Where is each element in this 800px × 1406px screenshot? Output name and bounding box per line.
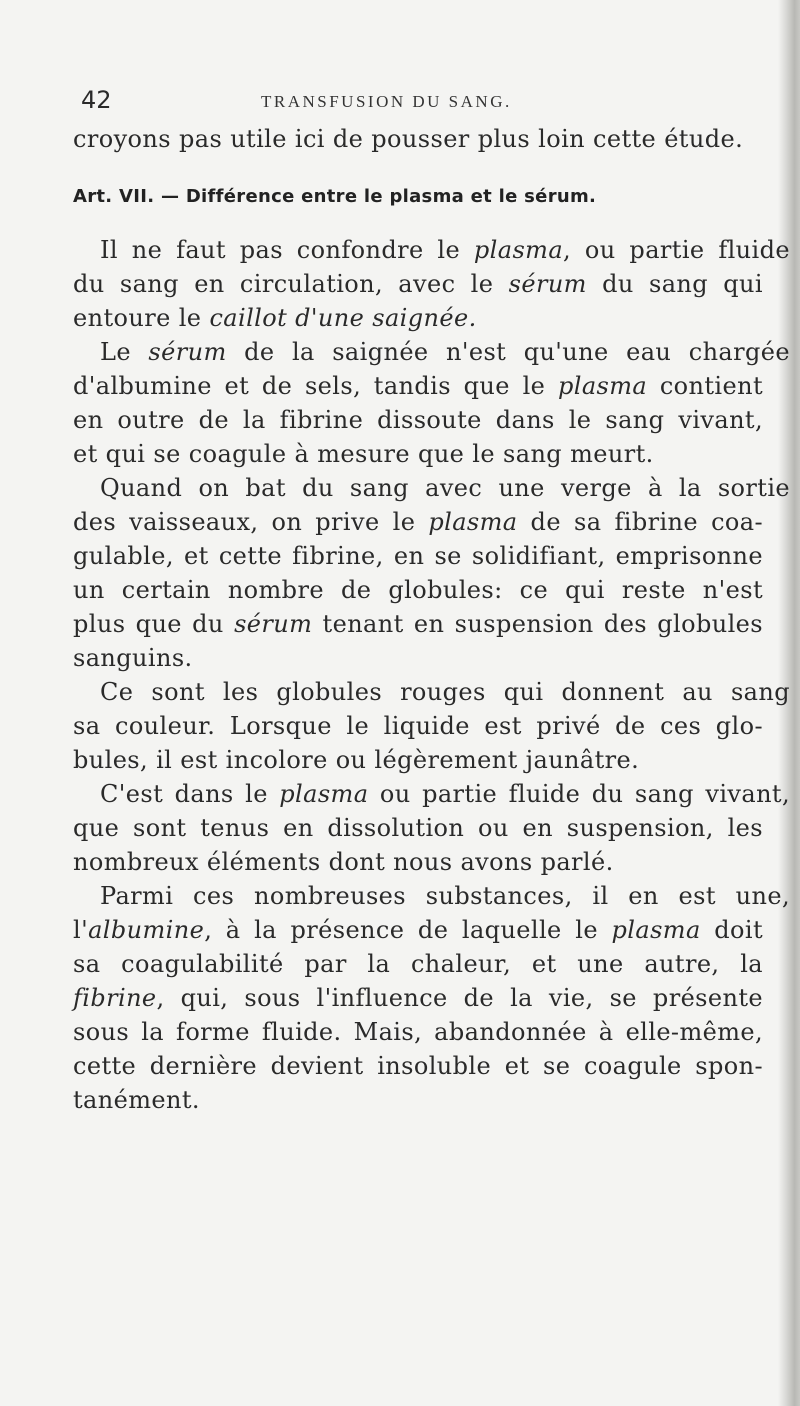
italic-term: caillot d'une saignée. (209, 304, 477, 332)
text-line (73, 947, 763, 981)
line-content: plus que du sérum tenant en suspension des globules (73, 610, 763, 638)
line-content: d'albumine et de sels, tandis que le plasma contient (73, 372, 763, 400)
italic-term: plasma (473, 236, 564, 264)
text-line (73, 811, 763, 845)
text-line (73, 471, 790, 505)
text-line (73, 607, 763, 641)
line-content: en outre de la fibrine dissoute dans le sang vivant, (73, 406, 763, 434)
line-content: sa couleur. Lorsque le liquide est privé de ces glo- (73, 712, 763, 740)
text-line (73, 233, 790, 267)
italic-term: sérum (508, 270, 587, 298)
italic-term: plasma (428, 508, 518, 536)
paragraph (73, 879, 790, 1117)
text-line (73, 573, 763, 607)
text-line (73, 777, 790, 811)
italic-term: fibrine (73, 984, 157, 1012)
paragraph (73, 777, 791, 879)
italic-term: sérum (148, 338, 227, 366)
text-line (73, 641, 763, 675)
line-content: Le sérum de la saignée n'est qu'une eau chargée (100, 338, 790, 366)
line-content: Il ne faut pas confondre le plasma, ou partie fluide (100, 236, 790, 264)
line-content: des vaisseaux, on prive le plasma de sa fibrine coa- (73, 508, 763, 536)
line-content: et qui se coagule à mesure que le sang meurt. (73, 440, 654, 468)
text-line (73, 743, 763, 777)
italic-term: albumine (88, 916, 205, 944)
line-content: sous la forme fluide. Mais, abandonnée à elle-même, (73, 1018, 763, 1046)
text-line (73, 1049, 763, 1083)
italic-term: sérum (234, 610, 313, 638)
text-line (73, 879, 790, 913)
line-content: l'albumine, à la présence de laquelle le plasma doit (73, 916, 763, 944)
text-line (73, 845, 763, 879)
italic-term: plasma (279, 780, 369, 808)
page-number: 42 (81, 86, 112, 114)
text-line (73, 437, 763, 471)
italic-term: plasma (557, 372, 648, 400)
text-line (73, 539, 763, 573)
line-content: gulable, et cette fibrine, en se solidifiant, emprisonne (73, 542, 763, 570)
text-line (73, 403, 763, 437)
line-content: C'est dans le plasma ou partie fluide du sang vivant, (100, 780, 791, 808)
text-line (73, 675, 790, 709)
text-line (73, 709, 763, 743)
line-content: tanément. (73, 1086, 200, 1114)
line-content: Parmi ces nombreuses substances, il en est une, (100, 882, 790, 910)
line-content: bules, il est incolore ou légèrement jaunâtre. (73, 746, 640, 774)
paragraph (73, 233, 790, 335)
text-line (73, 913, 763, 947)
line-content: du sang en circulation, avec le sérum du sang qui (73, 270, 763, 298)
paragraph (73, 335, 790, 471)
carryover-line: croyons pas utile ici de pousser plus loin cette étude. (73, 125, 744, 153)
line-content: sanguins. (73, 644, 193, 672)
running-head (73, 84, 763, 122)
line-content: Ce sont les globules rouges qui donnent au sang (100, 678, 790, 706)
running-title: TRANSFUSION DU SANG. (261, 92, 512, 111)
text-line (73, 505, 763, 539)
line-content: fibrine, qui, sous l'influence de la vie, se présente (73, 984, 763, 1012)
line-content: un certain nombre de globules: ce qui reste n'est (73, 576, 763, 604)
text-line (73, 1083, 763, 1117)
page-text-block (73, 84, 791, 1117)
paragraph (73, 471, 790, 675)
body-paragraphs (73, 233, 791, 1117)
text-line (73, 335, 790, 369)
line-content: que sont tenus en dissolution ou en suspension, les (73, 814, 763, 842)
paragraph (73, 675, 790, 777)
line-content: sa coagulabilité par la chaleur, et une autre, la (73, 950, 763, 978)
line-content: cette dernière devient insoluble et se coagule spon- (73, 1052, 763, 1080)
text-line (73, 267, 763, 301)
section-heading: Art. VII. — Différence entre le plasma et le sérum. (73, 186, 597, 207)
italic-term: plasma (611, 916, 701, 944)
text-line (73, 1015, 763, 1049)
text-line (73, 301, 763, 335)
text-line (73, 981, 763, 1015)
line-content: entoure le caillot d'une saignée. (73, 304, 477, 332)
text-line (73, 369, 763, 403)
line-content: nombreux éléments dont nous avons parlé. (73, 848, 614, 876)
line-content: Quand on bat du sang avec une verge à la sortie (100, 474, 790, 502)
